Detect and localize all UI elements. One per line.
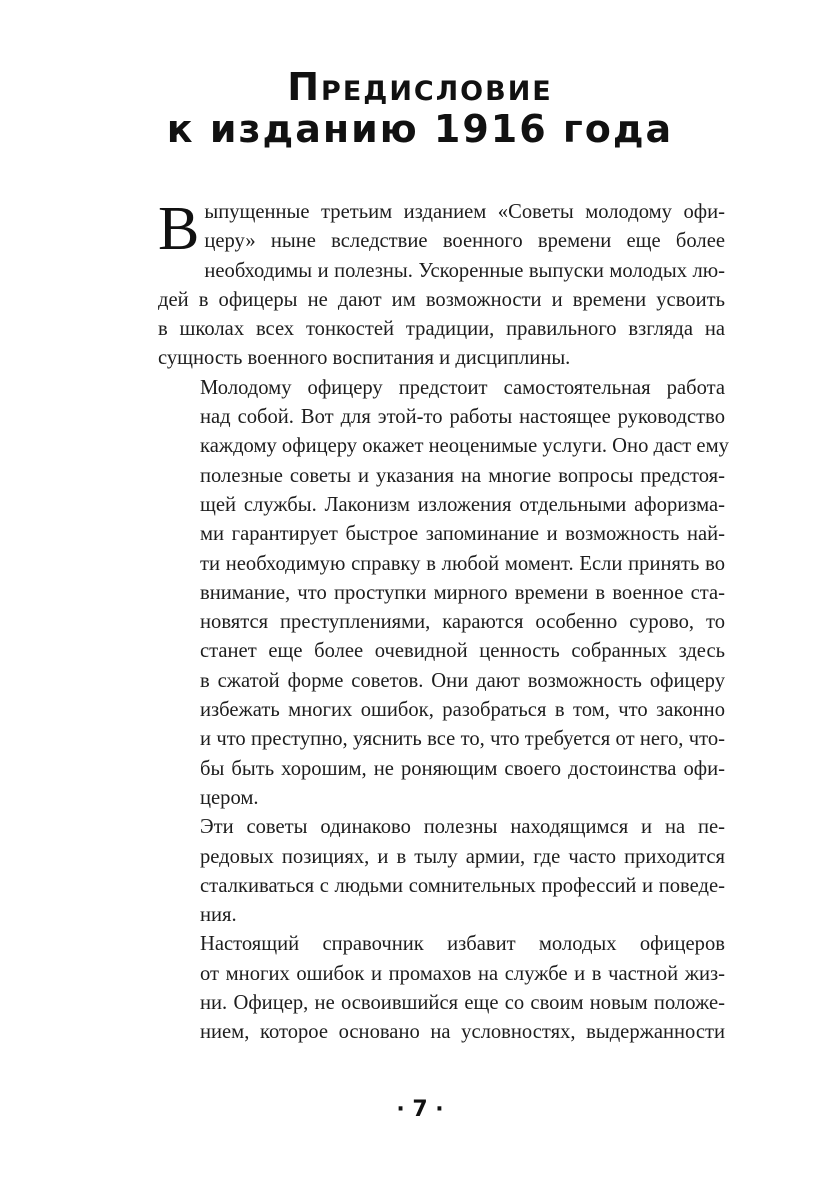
text-line: избежать многих ошибок, разобраться в том, что законно [200,699,725,722]
text-line: станет еще более очевидной ценность собранных здесь [200,640,725,663]
text-line: от многих ошибок и промахов на службе и в частной жиз- [200,962,725,985]
text-line: внимание, что проступки мирного времени в военное ста- [200,581,725,604]
text-line: ни. Офицер, не освоившийся еще со своим новым положе- [200,992,725,1015]
text-line: новятся преступлениями, караются особенно сурово, то [200,611,725,634]
title-line-1: Предисловие [287,65,553,109]
text-line: церу» ныне вследствие военного времени еще более [204,230,725,253]
page-title [0,66,840,150]
text-line: ти необходимую справку в любой момент. Если принять во [200,552,725,575]
page-number: · 7 · [396,1097,444,1122]
body-text [158,195,729,1048]
text-line: редовых позициях, и в тылу армии, где часто приходится [200,845,725,868]
text-line: цером. [200,786,259,809]
text-line: ния. [200,904,237,927]
drop-cap: В [158,195,200,263]
text-line: в сжатой форме советов. Они дают возможность офицеру [200,669,725,692]
text-line: полезные советы и указания на многие вопросы предстоя- [200,464,725,487]
paragraph-4 [158,930,725,1047]
text-line: и что преступно, уяснить все то, что требуется от него, что- [200,728,725,751]
paragraph-1 [158,195,725,374]
title-line-2: к изданию 1916 года [166,107,674,151]
text-line: сталкиваться с людьми сомнительных профессий и поведе- [200,874,725,897]
text-line: нием, которое основано на условностях, выдержанности [200,1021,725,1044]
text-line: ми гарантирует быстрое запоминание и возможность най- [200,523,725,546]
paragraph-3 [158,813,725,930]
text-line: сущность военного воспитания и дисциплины. [158,347,571,370]
text-line: Эти советы одинаково полезны находящимся и на пе- [200,816,725,839]
text-line: ыпущенные третьим изданием «Советы молодому офи- [204,201,725,223]
text-line: Молодому офицеру предстоит самостоятельная работа [200,376,725,399]
text-line: необходимы и полезны. Ускоренные выпуски молодых лю- [204,259,725,282]
text-line: над собой. Вот для этой-то работы настоящее руководство [200,406,725,429]
paragraph-1-lines [158,195,725,374]
paragraph-2 [158,374,729,813]
text-line: Настоящий справочник избавит молодых офицеров [200,933,725,956]
text-line: каждому офицеру окажет неоценимые услуги. Оно даст ему [200,435,729,458]
text-line: в школах всех тонкостей традиции, правильного взгляда на [158,318,725,341]
text-line: бы быть хорошим, не роняющим своего достоинства офи- [200,757,725,780]
text-line: дей в офицеры не дают им возможности и времени усвоить [158,288,725,311]
text-line: щей службы. Лаконизм изложения отдельными афоризма- [200,493,725,516]
